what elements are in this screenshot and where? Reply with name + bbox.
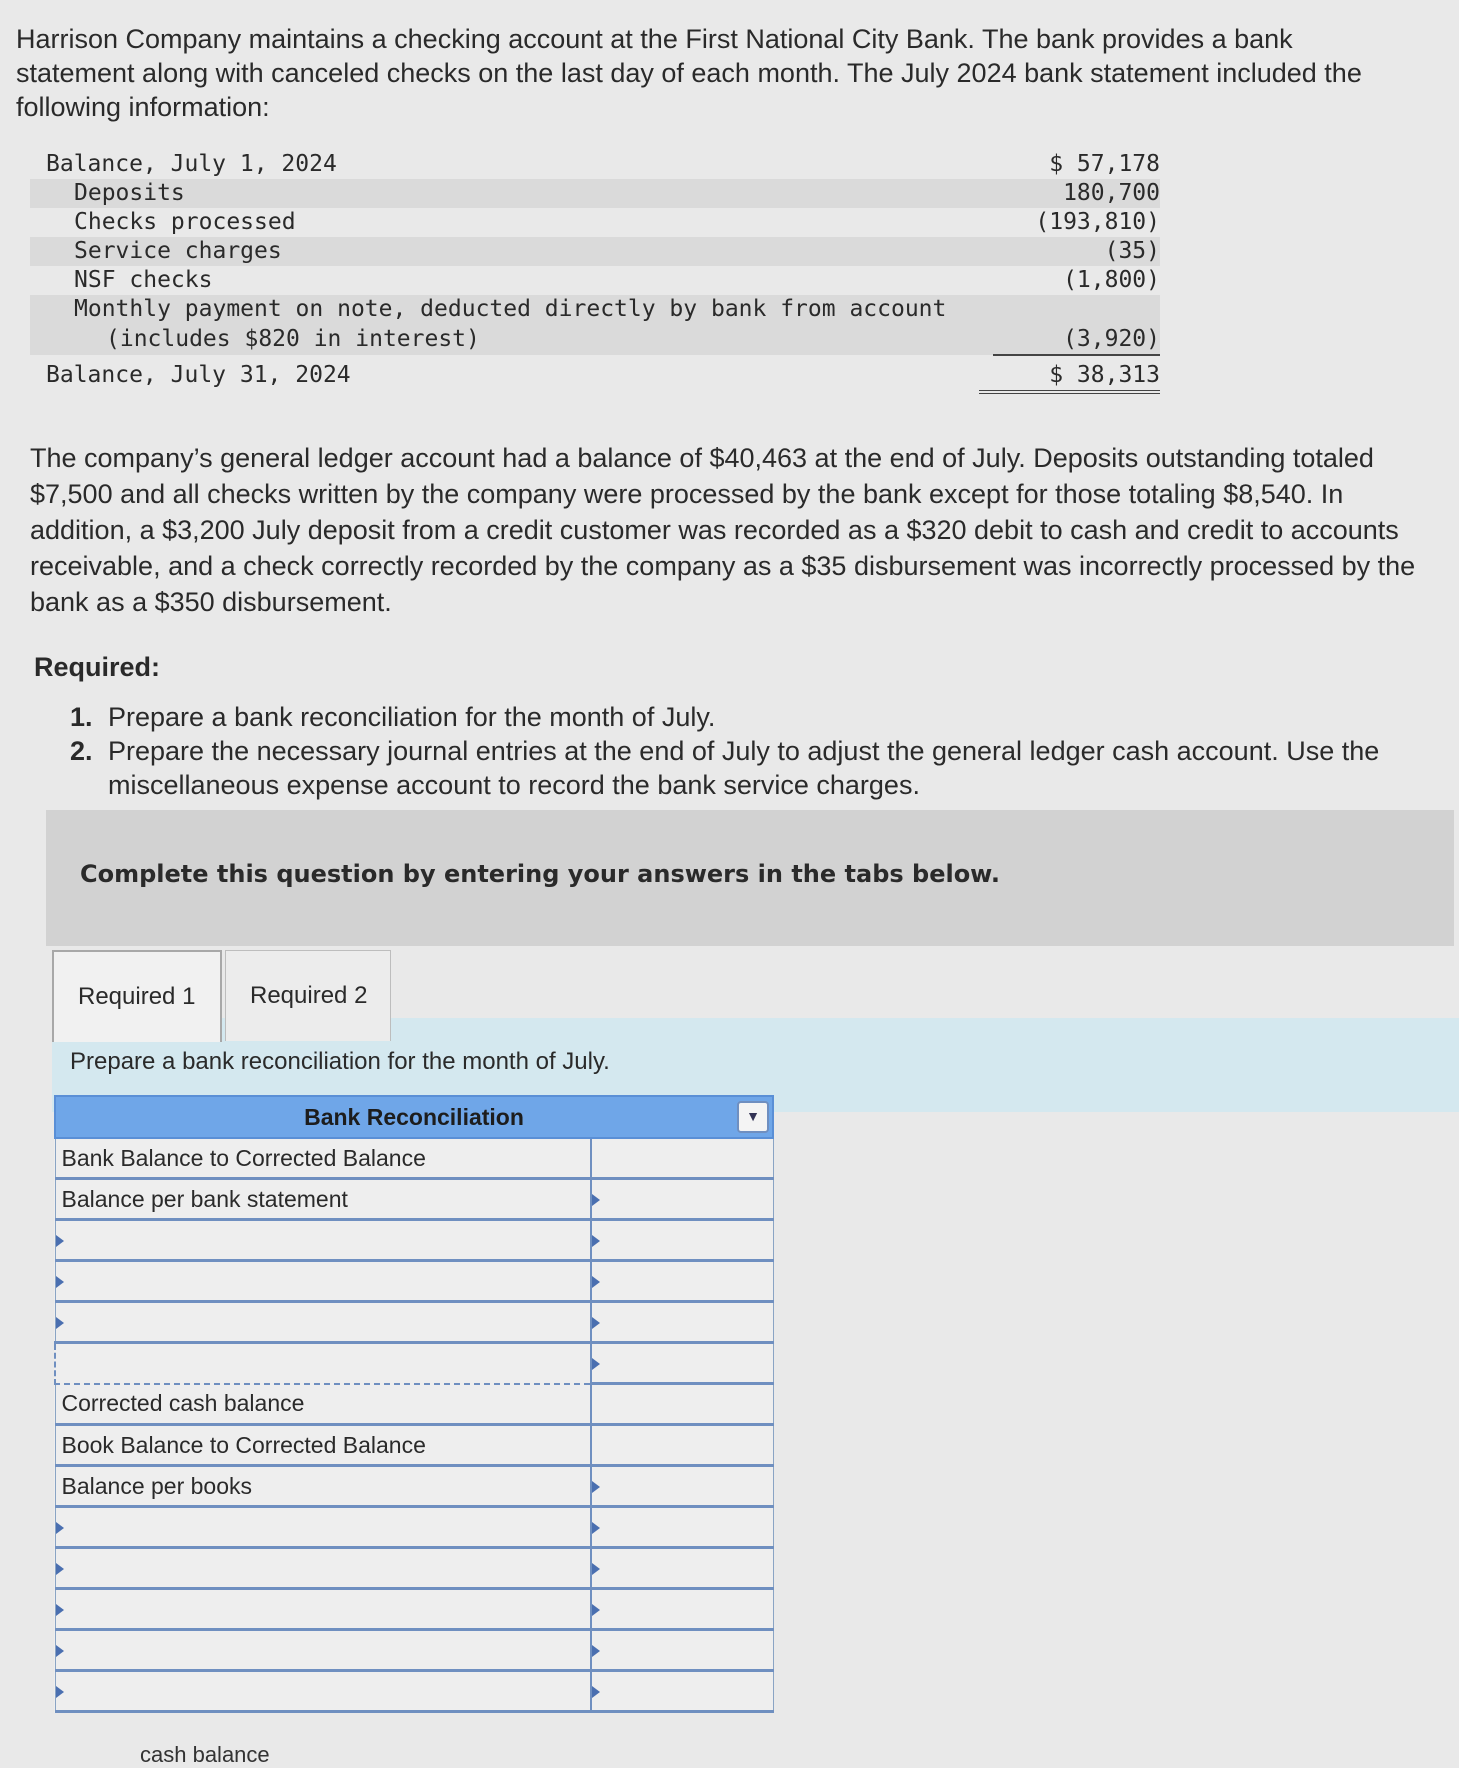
statement-value: (35) xyxy=(1104,238,1160,264)
table-row xyxy=(55,1220,773,1261)
statement-row-balance-start xyxy=(30,150,1160,179)
statement-value: $ 38,313 xyxy=(979,361,1160,394)
value-cell xyxy=(591,1138,773,1179)
value-cell xyxy=(591,1425,773,1466)
row-label: Balance per bank statement xyxy=(55,1179,591,1220)
partial-row-label: cash balance xyxy=(140,1742,270,1767)
statement-row-balance-end xyxy=(30,361,1160,390)
statement-value: (193,810) xyxy=(1035,209,1160,235)
statement-row-checks xyxy=(30,208,1160,237)
section-label: Bank Balance to Corrected Balance xyxy=(55,1138,591,1179)
statement-label: Balance, July 1, 2024 xyxy=(46,151,337,177)
required-item-text: Prepare a bank reconciliation for the month of July. xyxy=(108,702,716,732)
table-row xyxy=(55,1261,773,1302)
total-cell xyxy=(591,1384,773,1425)
amount-input[interactable] xyxy=(591,1466,773,1507)
statement-label: Service charges xyxy=(74,238,282,264)
required-item-text: Prepare the necessary journal entries at the end of July to adjust the general ledger cash account. Use the miscellaneous expense account to record the bank service charges. xyxy=(108,736,1380,800)
statement-label: Deposits xyxy=(74,180,185,206)
description-input[interactable] xyxy=(55,1220,591,1261)
table-row xyxy=(55,1630,773,1671)
required-list xyxy=(70,700,1420,802)
description-input[interactable] xyxy=(55,1302,591,1343)
statement-value: (1,800) xyxy=(1063,267,1160,293)
table-row xyxy=(55,1179,773,1220)
banner-text: Complete this question by entering your answers in the tabs below. xyxy=(80,860,1000,888)
amount-input[interactable] xyxy=(591,1179,773,1220)
bank-reconciliation-table xyxy=(54,1095,774,1713)
table-row xyxy=(55,1671,773,1712)
statement-label-sub: (includes $820 in interest) xyxy=(106,326,480,352)
table-row xyxy=(55,1425,773,1466)
description-input[interactable] xyxy=(55,1548,591,1589)
table-row xyxy=(55,1384,773,1425)
description-input[interactable] xyxy=(55,1507,591,1548)
required-item-number: 1. xyxy=(70,702,93,732)
table-row xyxy=(55,1343,773,1384)
statement-row-note xyxy=(30,295,1160,355)
table-row xyxy=(55,1466,773,1507)
amount-input[interactable] xyxy=(591,1302,773,1343)
amount-input[interactable] xyxy=(591,1671,773,1712)
statement-value: 180,700 xyxy=(1063,180,1160,206)
ledger-paragraph: The company’s general ledger account had a balance of $40,463 at the end of July. Deposits outstanding totaled $7,500 and all checks written by the company were processed by the bank except for those totaling $8,540. In addition, a $3,200 July deposit from a credit customer was recorded as a $320 debit to cash and credit to accounts receivable, and a check correctly recorded by the company as a $35 disbursement was incorrectly processed by the bank as a $350 disbursement. xyxy=(30,443,1416,617)
table-row xyxy=(55,1548,773,1589)
tab-required-1[interactable]: Required 1 xyxy=(52,950,222,1042)
row-label: Corrected cash balance xyxy=(55,1384,591,1425)
table-row xyxy=(55,1138,773,1179)
table-row xyxy=(55,1302,773,1343)
statement-row-nsf xyxy=(30,266,1160,295)
table-title: Bank Reconciliation xyxy=(55,1096,773,1138)
problem-intro: Harrison Company maintains a checking account at the First National City Bank. The bank provides a bank statement along with canceled checks on the last day of each month. The July 2024 bank statement included the following information: xyxy=(16,24,1362,122)
instructions-banner xyxy=(46,810,1454,946)
description-input[interactable] xyxy=(55,1671,591,1712)
table-row xyxy=(55,1589,773,1630)
description-input[interactable] xyxy=(55,1261,591,1302)
table-row xyxy=(55,1507,773,1548)
tab-instruction: Prepare a bank reconciliation for the month of July. xyxy=(70,1048,610,1075)
statement-label: Balance, July 31, 2024 xyxy=(46,362,351,388)
section-label: Book Balance to Corrected Balance xyxy=(55,1425,591,1466)
amount-input[interactable] xyxy=(591,1261,773,1302)
statement-row-deposits xyxy=(30,179,1160,208)
amount-input[interactable] xyxy=(591,1507,773,1548)
statement-label: Checks processed xyxy=(74,209,296,235)
statement-label: NSF checks xyxy=(74,267,213,293)
required-heading: Required: xyxy=(34,652,161,682)
amount-input[interactable] xyxy=(591,1589,773,1630)
row-label: Balance per books xyxy=(55,1466,591,1507)
amount-input[interactable] xyxy=(591,1343,773,1384)
statement-label: Monthly payment on note, deducted directly by bank from account xyxy=(74,296,947,322)
bank-statement xyxy=(30,150,1160,390)
statement-value: (3,920) xyxy=(993,325,1160,356)
description-input[interactable] xyxy=(55,1589,591,1630)
amount-input[interactable] xyxy=(591,1220,773,1261)
amount-input[interactable] xyxy=(591,1630,773,1671)
required-item xyxy=(70,700,1420,734)
dropdown-arrow-icon[interactable]: ▼ xyxy=(737,1101,769,1133)
description-input[interactable] xyxy=(55,1630,591,1671)
required-item-number: 2. xyxy=(70,736,93,766)
statement-row-service xyxy=(30,237,1160,266)
amount-input[interactable] xyxy=(591,1548,773,1589)
required-item xyxy=(70,734,1420,802)
tab-required-2[interactable]: Required 2 xyxy=(225,950,391,1041)
statement-value: $ 57,178 xyxy=(1049,151,1160,177)
